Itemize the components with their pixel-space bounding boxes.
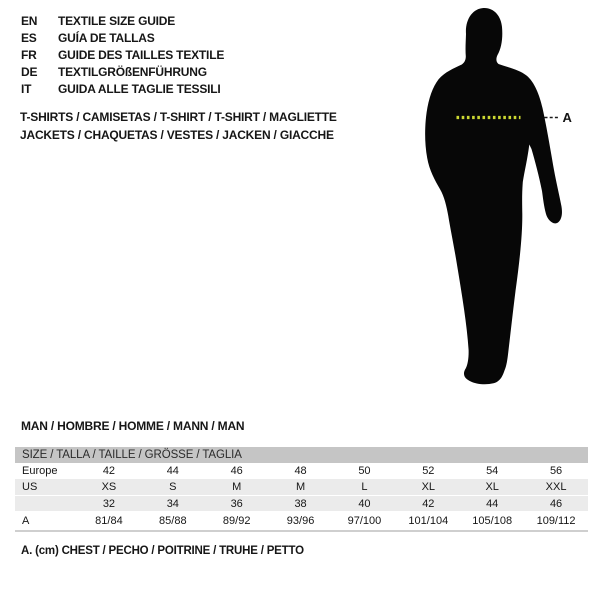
table-cell: 105/108 xyxy=(472,514,513,527)
language-title: TEXTILE SIZE GUIDE xyxy=(58,14,176,28)
man-silhouette-figure xyxy=(410,0,600,400)
table-cell: 44 xyxy=(166,465,179,477)
table-cell: XXL xyxy=(545,481,567,493)
language-list xyxy=(21,13,224,98)
table-cell: 46 xyxy=(549,497,563,510)
measure-label-a: A xyxy=(562,110,572,125)
table-cell: M xyxy=(295,481,306,493)
table-cell: 40 xyxy=(358,497,371,510)
table-cell: 34 xyxy=(166,497,179,510)
language-code: FR xyxy=(21,48,37,62)
table-cell: 56 xyxy=(549,465,563,477)
language-code: EN xyxy=(21,14,38,28)
table-cell: 42 xyxy=(102,465,116,477)
row-label: A xyxy=(22,514,30,527)
table-cell: 44 xyxy=(486,497,499,510)
category-lines xyxy=(20,108,337,144)
row-label: US xyxy=(22,481,38,493)
language-row-it xyxy=(21,81,224,98)
section-title-man: MAN / HOMBRE / HOMME / MANN / MAN xyxy=(21,419,245,433)
language-title: TEXTILGRÖßENFÜHRUNG xyxy=(58,65,207,79)
table-cell: 52 xyxy=(422,465,435,477)
man-silhouette xyxy=(425,8,562,384)
language-code: IT xyxy=(21,82,32,96)
measure-footnote: A. (cm) CHEST / PECHO / POITRINE / TRUHE / PETTO xyxy=(21,545,304,557)
size-table xyxy=(15,447,588,532)
table-cell: 97/100 xyxy=(347,514,382,527)
language-row-de xyxy=(21,64,224,81)
table-cell: 48 xyxy=(294,465,307,477)
table-cell: 50 xyxy=(358,465,371,477)
size-table-header: SIZE / TALLA / TAILLE / GRÖSSE / TAGLIA xyxy=(15,447,588,463)
table-cell: 46 xyxy=(230,465,243,477)
table-row-europe xyxy=(15,463,588,479)
table-cell: L xyxy=(361,481,368,493)
table-cell: XS xyxy=(101,481,117,493)
table-cell: XL xyxy=(421,481,436,493)
table-cell: 101/104 xyxy=(408,514,449,527)
table-cell: S xyxy=(169,481,177,493)
table-cell: 93/96 xyxy=(286,514,315,527)
table-cell: 54 xyxy=(486,465,499,477)
language-row-en xyxy=(21,13,224,30)
table-cell: 81/84 xyxy=(95,514,123,527)
table-row-chest-a xyxy=(15,511,588,530)
language-code: DE xyxy=(21,65,38,79)
category-line-jackets: JACKETS / CHAQUETAS / VESTES / JACKEN / GIACCHE xyxy=(20,128,334,142)
language-title: GUIDA ALLE TAGLIE TESSILI xyxy=(58,82,221,96)
table-cell: 38 xyxy=(294,497,307,510)
language-code: ES xyxy=(21,31,37,45)
table-row-us-numeric xyxy=(15,495,588,511)
table-cell: 36 xyxy=(230,497,243,510)
table-row-us xyxy=(15,479,588,495)
row-label: Europe xyxy=(22,465,58,477)
language-row-fr xyxy=(21,47,224,64)
category-line-tshirts: T-SHIRTS / CAMISETAS / T-SHIRT / T-SHIRT / MAGLIETTE xyxy=(20,110,337,124)
table-cell: 89/92 xyxy=(222,514,251,527)
table-cell: XL xyxy=(485,481,499,493)
table-cell: 109/112 xyxy=(536,514,576,527)
language-title: GUIDE DES TAILLES TEXTILE xyxy=(58,48,225,62)
language-row-es xyxy=(21,30,224,47)
table-cell: 85/88 xyxy=(159,514,187,527)
table-cell: 32 xyxy=(102,497,116,510)
table-cell: M xyxy=(232,481,242,493)
language-title: GUÍA DE TALLAS xyxy=(58,31,155,45)
table-cell: 42 xyxy=(422,497,435,510)
